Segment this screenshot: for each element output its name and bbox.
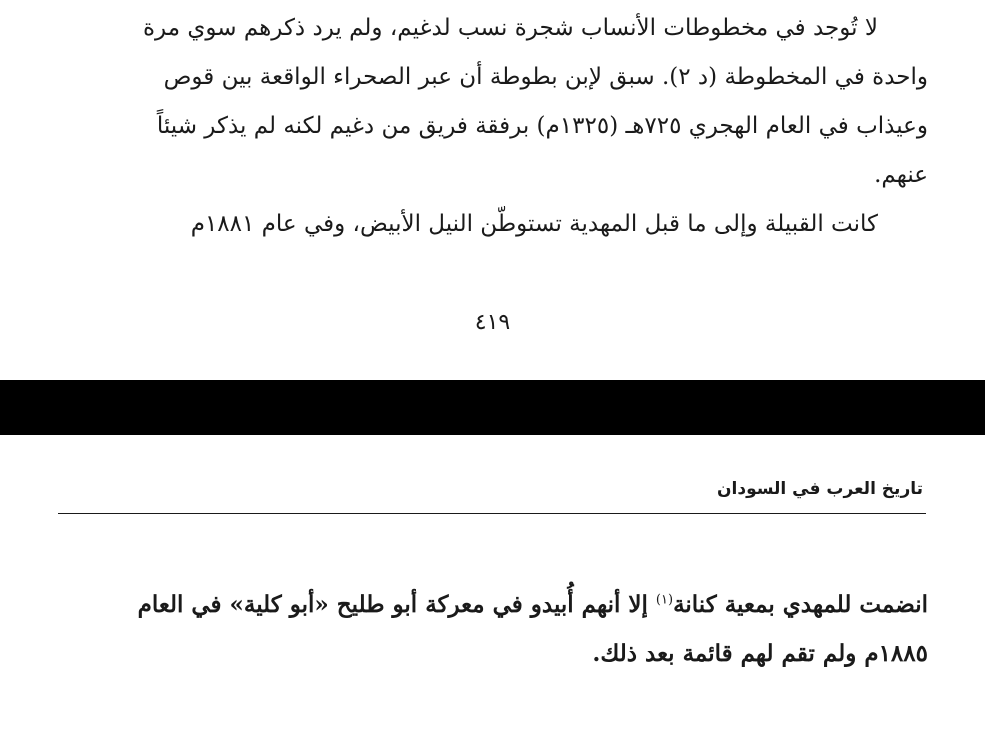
- upper-body-text: [60, 4, 928, 249]
- paragraph-text: إلا أنهم أُبيدو في معركة أبو طليح «أبو كلية» في العام: [137, 591, 656, 618]
- footnote-reference[interactable]: (١): [655, 592, 674, 608]
- page-number: ٤١٩: [474, 310, 511, 335]
- paragraph-line: واحدة في المخطوطة (د ٢). سبق لإبن بطوطة أن عبر الصحراء الواقعة بين قوص: [163, 64, 928, 90]
- lower-page: [0, 435, 985, 743]
- paragraph-line: ١٨٨٥م ولم تقم لهم قائمة بعد ذلك.: [592, 640, 928, 667]
- lower-body-text: [60, 580, 928, 678]
- paragraph-line: وعيذاب في العام الهجري ٧٢٥هـ (١٣٢٥م) برفقة فريق من دغيم لكنه لم يذكر شيئاً: [156, 113, 928, 139]
- paragraph-line: عنهم.: [874, 162, 928, 188]
- paragraph-line: كانت القبيلة وإلى ما قبل المهدية تستوطّن النيل الأبيض، وفي عام ١٨٨١م: [190, 211, 878, 237]
- paragraph-line: [60, 580, 928, 629]
- paragraph-line: لا تُوجد في مخطوطات الأنساب شجرة نسب لدغيم، ولم يرد ذكرهم سوي مرة: [143, 15, 878, 41]
- page-separator-band: [0, 380, 985, 435]
- running-header: تاريخ العرب في السودان: [717, 479, 923, 499]
- header-rule: [58, 513, 926, 514]
- paragraph-text: انضمت للمهدي بمعية كنانة: [673, 591, 928, 618]
